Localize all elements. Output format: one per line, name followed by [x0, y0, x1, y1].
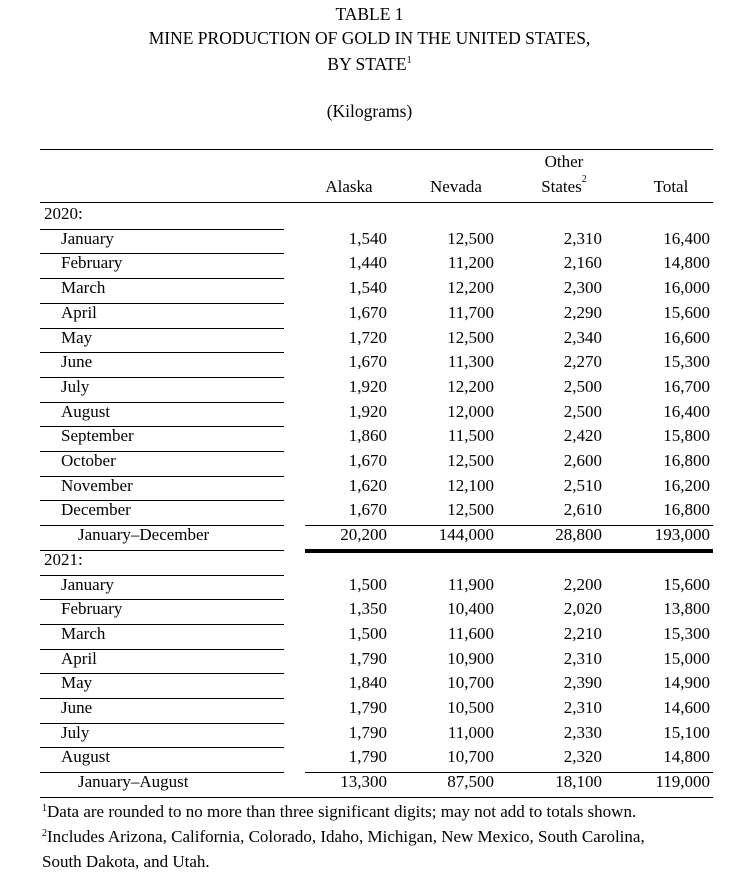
table-row: [40, 426, 713, 451]
other-states-value: 2,420: [563, 426, 602, 446]
units-label: (Kilograms): [326, 101, 413, 121]
other-states-value: 2,020: [563, 599, 602, 619]
total-value: 14,600: [663, 698, 710, 717]
nevada-value: 12,500: [447, 451, 494, 470]
other-states-value: 2,340: [563, 327, 602, 347]
month-label: September: [61, 426, 134, 446]
nevada-value: 12,500: [447, 228, 494, 248]
section-year-label: 2021:: [44, 549, 83, 569]
table-row: [40, 476, 713, 501]
other-states-value: 2,510: [563, 475, 602, 495]
nevada-value: 10,400: [447, 599, 494, 619]
alaska-value: 1,540: [348, 228, 387, 248]
table-row: [40, 698, 713, 723]
section-row: [40, 550, 713, 575]
other-states-total: 18,100: [555, 772, 602, 792]
total-value: 16,800: [663, 451, 710, 470]
footnote-marker: 1: [42, 802, 47, 814]
month-label: June: [61, 698, 93, 717]
total-value: 15,800: [663, 426, 710, 446]
grand-total: 119,000: [655, 772, 710, 792]
table-row: [40, 377, 713, 402]
other-states-value: 2,600: [563, 451, 602, 470]
table-row: [40, 253, 713, 278]
month-label: March: [61, 623, 106, 643]
nevada-total: 144,000: [438, 525, 494, 545]
section-year-label: 2020:: [44, 204, 83, 223]
table-row: [40, 575, 713, 600]
column-header-other-text: States: [541, 177, 582, 196]
nevada-value: 12,500: [447, 327, 494, 347]
alaska-value: 1,670: [348, 352, 387, 372]
total-value: 16,700: [663, 376, 710, 396]
table-title: MINE PRODUCTION OF GOLD IN THE UNITED STATES,: [148, 28, 591, 48]
total-value: 15,600: [663, 302, 710, 322]
footnote: [42, 824, 645, 849]
table-row: [40, 352, 713, 377]
footnote-text: Includes Arizona, California, Colorado, Idaho, Michigan, New Mexico, South Carolina,: [47, 826, 645, 846]
month-label: October: [61, 451, 116, 470]
summary-row: [40, 772, 713, 797]
alaska-value: 1,440: [348, 253, 387, 273]
alaska-value: 1,500: [348, 623, 387, 643]
column-header-nevada: Nevada: [430, 177, 482, 196]
alaska-total: 20,200: [340, 525, 387, 545]
summary-label: January–August: [78, 772, 189, 792]
table-row: [40, 303, 713, 328]
nevada-value: 12,200: [447, 376, 494, 396]
nevada-value: 12,000: [447, 401, 494, 421]
alaska-value: 1,840: [348, 673, 387, 693]
total-value: 15,300: [663, 352, 710, 372]
nevada-value: 11,900: [447, 574, 494, 594]
other-states-value: 2,200: [563, 574, 602, 594]
alaska-value: 1,540: [348, 278, 387, 298]
nevada-value: 10,500: [447, 698, 494, 717]
total-value: 14,800: [663, 253, 710, 273]
table-number: TABLE 1: [335, 4, 404, 24]
other-states-total: 28,800: [555, 525, 602, 545]
other-states-value: 2,210: [563, 623, 602, 643]
table-title-text: BY STATE: [327, 54, 407, 74]
nevada-value: 11,200: [447, 253, 494, 273]
other-states-value: 2,290: [563, 302, 602, 322]
footnote: [42, 849, 210, 874]
table-row: [40, 229, 713, 254]
table-row: [40, 328, 713, 353]
total-value: 13,800: [663, 599, 710, 619]
nevada-value: 11,500: [447, 426, 494, 446]
alaska-value: 1,670: [348, 302, 387, 322]
table-row: [40, 402, 713, 427]
total-value: 16,600: [663, 327, 710, 347]
other-states-value: 2,500: [563, 376, 602, 396]
table-row: [40, 451, 713, 476]
footnote: [42, 799, 636, 824]
table-row: [40, 500, 713, 525]
alaska-value: 1,720: [348, 327, 387, 347]
month-label: May: [61, 327, 93, 347]
nevada-value: 10,900: [447, 648, 494, 668]
alaska-value: 1,500: [348, 574, 387, 594]
month-label: July: [61, 376, 90, 396]
total-value: 16,200: [663, 475, 710, 495]
total-value: 15,000: [663, 648, 710, 668]
month-label: March: [61, 278, 106, 298]
nevada-value: 11,600: [447, 623, 494, 643]
other-states-value: 2,160: [563, 253, 602, 273]
alaska-value: 1,790: [348, 747, 387, 767]
footnote-text: South Dakota, and Utah.: [42, 851, 210, 871]
column-header-alaska: Alaska: [325, 177, 373, 196]
total-value: 16,800: [663, 500, 710, 520]
month-label: August: [61, 401, 111, 421]
grand-total: 193,000: [654, 525, 710, 545]
column-header-other-line1: Other: [544, 152, 584, 171]
table-row: [40, 673, 713, 698]
month-label: May: [61, 673, 93, 693]
table-title-line2: [0, 52, 739, 76]
month-label: April: [61, 648, 97, 668]
total-value: 16,000: [663, 278, 710, 298]
alaska-value: 1,670: [348, 500, 387, 520]
other-states-value: 2,270: [563, 352, 602, 372]
month-label: January: [61, 574, 114, 594]
other-states-value: 2,330: [563, 722, 602, 742]
other-states-value: 2,610: [563, 500, 602, 520]
nevada-value: 11,300: [447, 352, 494, 372]
footnote-marker: 1: [406, 55, 412, 66]
table-bottom-rule: [40, 797, 713, 798]
nevada-value: 10,700: [447, 673, 494, 693]
month-label: January: [61, 228, 114, 248]
other-states-value: 2,390: [563, 673, 602, 693]
header-bottom-rule: [40, 202, 713, 203]
table-row: [40, 624, 713, 649]
month-label: December: [61, 500, 131, 520]
alaska-value: 1,350: [348, 599, 387, 619]
month-label: February: [61, 253, 123, 273]
total-value: 15,100: [663, 722, 710, 742]
alaska-value: 1,670: [348, 451, 387, 470]
other-states-value: 2,310: [563, 228, 602, 248]
column-header-other-states: [514, 174, 614, 197]
nevada-value: 12,200: [447, 278, 494, 298]
footnote-marker: 2: [42, 827, 47, 839]
alaska-value: 1,920: [348, 376, 387, 396]
alaska-total: 13,300: [340, 772, 387, 792]
alaska-value: 1,790: [348, 648, 387, 668]
month-label: April: [61, 302, 97, 322]
nevada-value: 11,000: [447, 722, 494, 742]
nevada-total: 87,500: [447, 772, 494, 792]
alaska-value: 1,860: [348, 426, 387, 446]
table-row: [40, 278, 713, 303]
nevada-value: 11,700: [447, 302, 494, 322]
section-row: [40, 204, 713, 229]
total-value: 15,300: [663, 623, 710, 643]
table-row: [40, 599, 713, 624]
other-states-value: 2,300: [563, 278, 602, 298]
nevada-value: 10,700: [447, 747, 494, 767]
month-label: July: [61, 722, 90, 742]
nevada-value: 12,100: [447, 475, 494, 495]
table-row: [40, 649, 713, 674]
table-row: [40, 747, 713, 772]
total-value: 16,400: [663, 401, 710, 421]
month-label: November: [61, 475, 133, 495]
total-value: 15,600: [663, 574, 710, 594]
other-states-value: 2,310: [563, 648, 602, 668]
footnote-marker: 2: [581, 174, 587, 185]
month-label: June: [61, 352, 93, 372]
total-value: 14,900: [663, 673, 710, 693]
alaska-value: 1,620: [348, 475, 387, 495]
total-value: 16,400: [663, 228, 710, 248]
alaska-value: 1,790: [348, 698, 387, 717]
alaska-value: 1,790: [348, 722, 387, 742]
other-states-value: 2,500: [563, 401, 602, 421]
other-states-value: 2,320: [563, 747, 602, 767]
column-header-total: Total: [653, 177, 689, 196]
footnote-text: Data are rounded to no more than three significant digits; may not add to totals shown.: [47, 801, 637, 821]
table-row: [40, 723, 713, 748]
summary-row: [40, 525, 713, 550]
total-value: 14,800: [663, 747, 710, 767]
month-label: August: [61, 747, 111, 767]
other-states-value: 2,310: [563, 698, 602, 717]
summary-label: January–December: [78, 525, 210, 545]
nevada-value: 12,500: [447, 500, 494, 520]
month-label: February: [61, 599, 123, 619]
alaska-value: 1,920: [348, 401, 387, 421]
table-top-rule: [40, 149, 713, 150]
